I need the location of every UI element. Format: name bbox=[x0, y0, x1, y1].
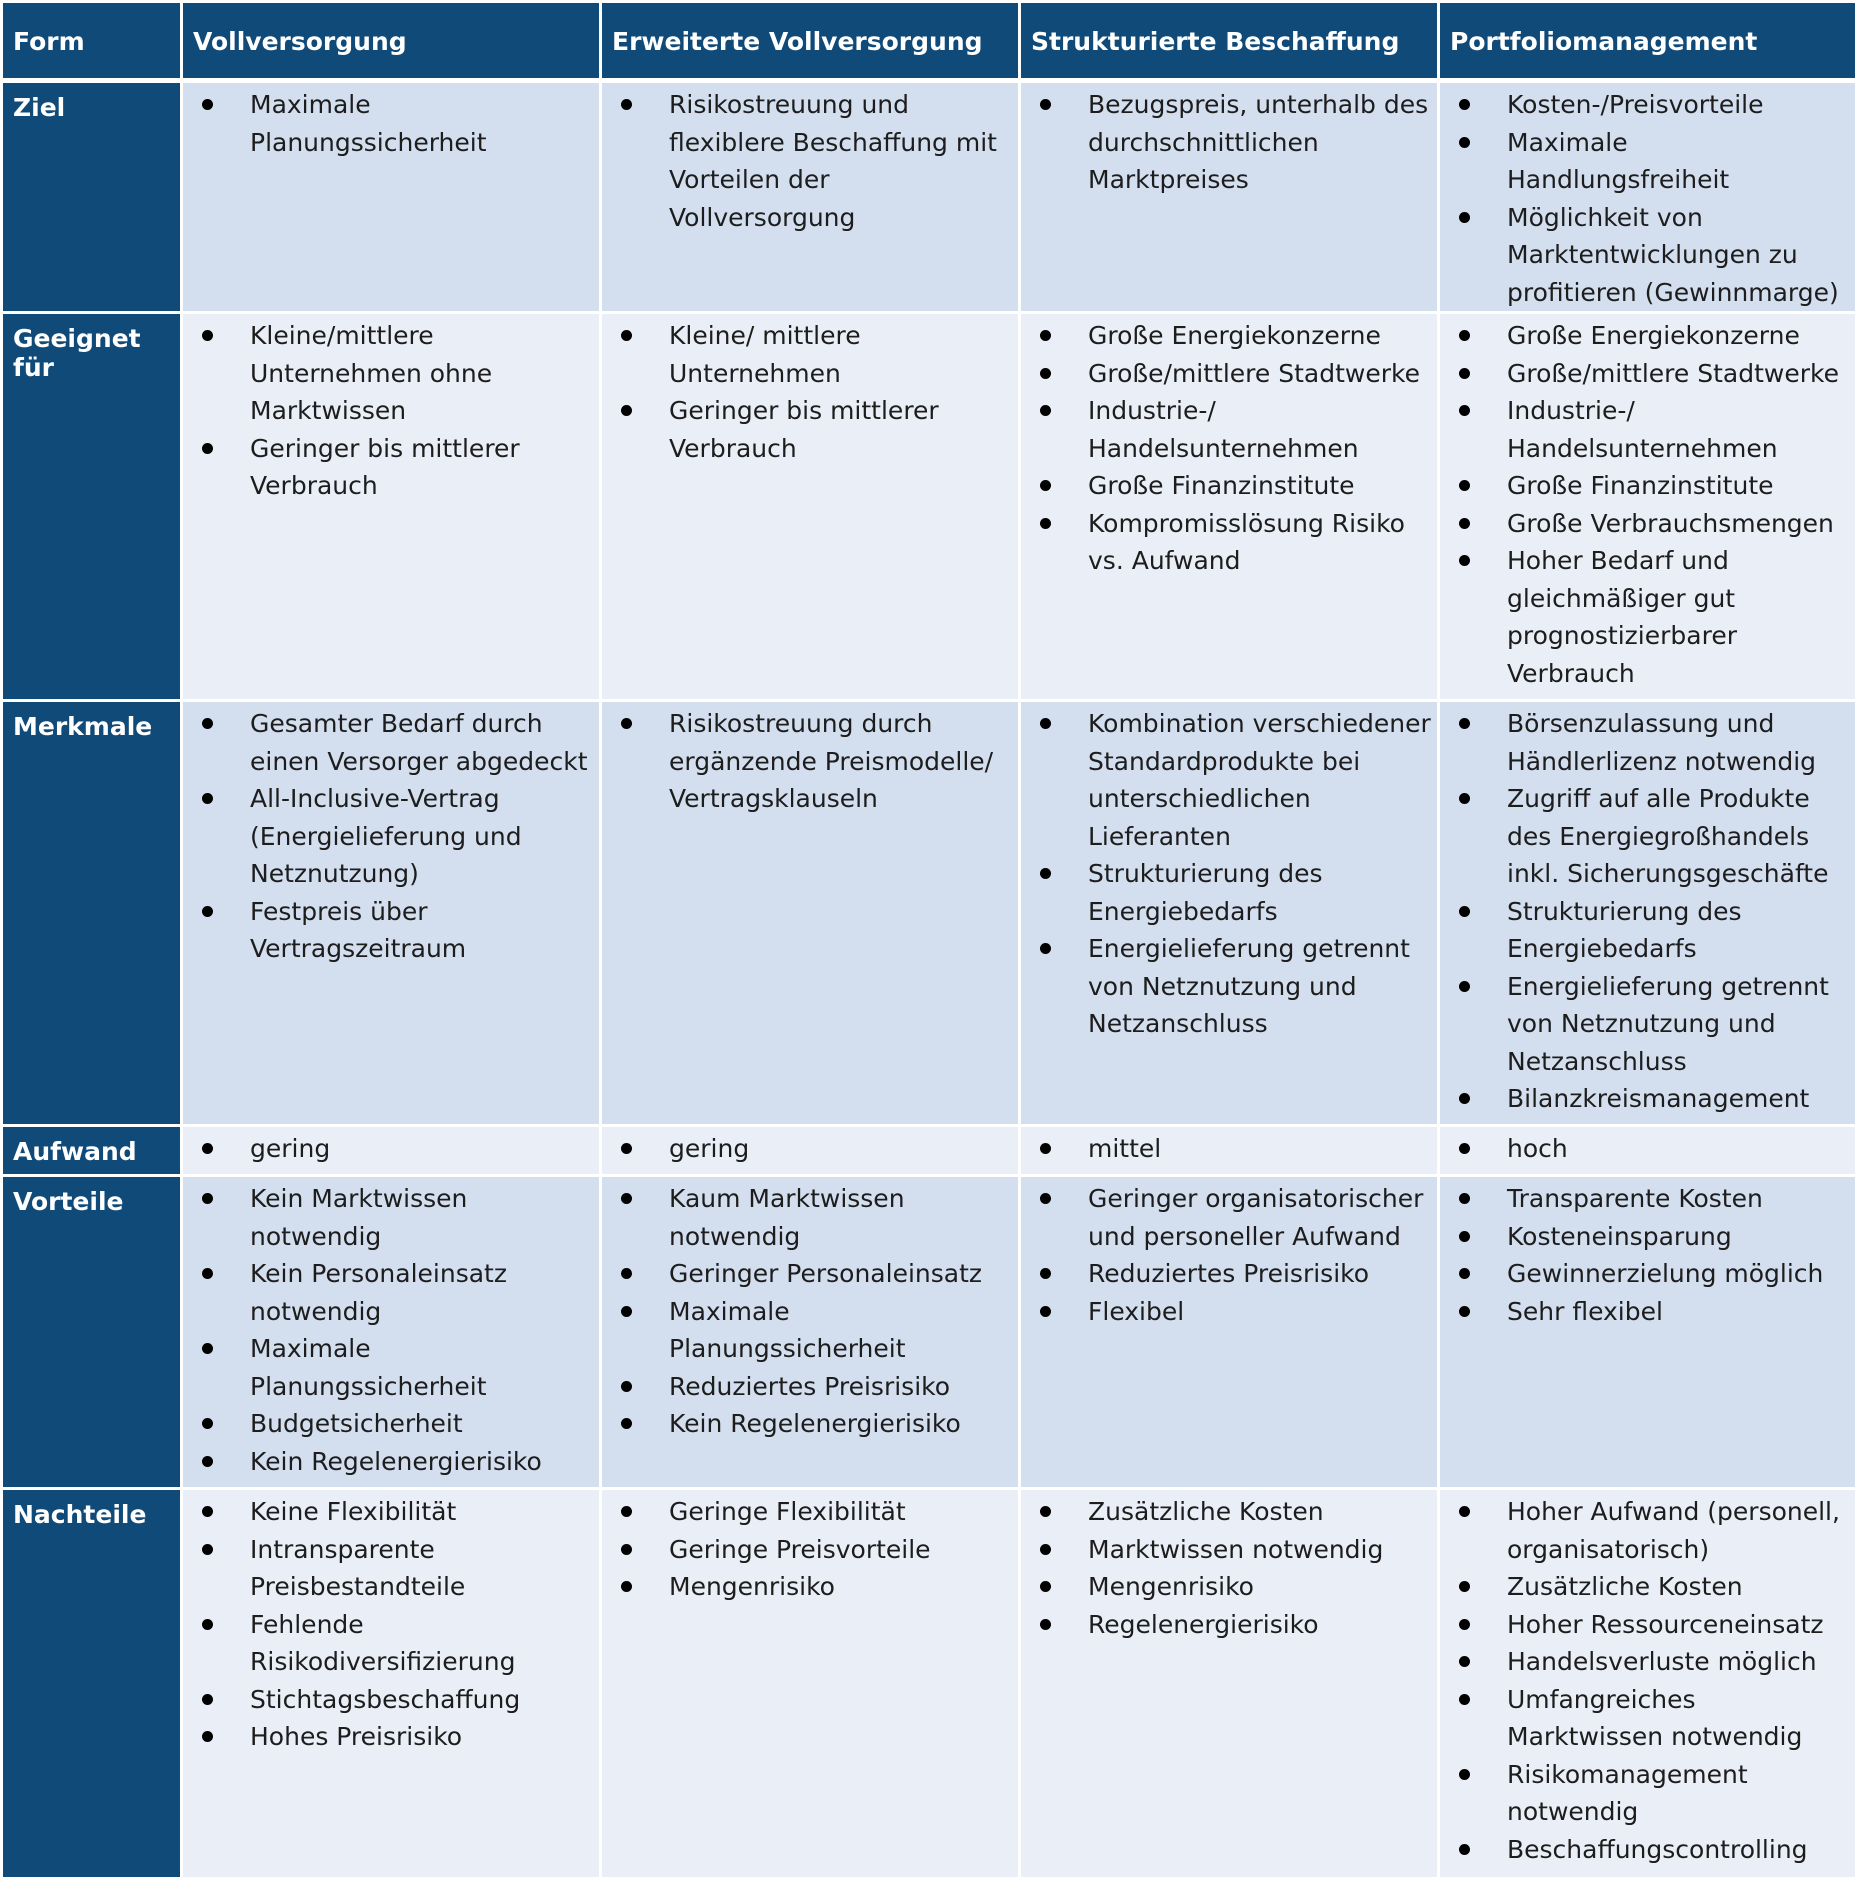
list-item-text: Börsenzulassung und Händlerlizenz notwendig bbox=[1507, 709, 1816, 776]
bullet-icon bbox=[1040, 1143, 1051, 1154]
list-item-text: Große Energiekonzerne bbox=[1507, 321, 1800, 350]
list-item-text: Große Verbrauchsmengen bbox=[1507, 509, 1834, 538]
list-item bbox=[193, 86, 593, 161]
list-item bbox=[1031, 1255, 1431, 1293]
list-item bbox=[193, 1405, 593, 1443]
list-item bbox=[193, 1180, 593, 1255]
list-item bbox=[193, 1606, 593, 1681]
list-item-text: Kaum Marktwissen notwendig bbox=[669, 1184, 905, 1251]
list-item bbox=[612, 705, 1012, 818]
list-item bbox=[1031, 705, 1431, 855]
list-item bbox=[612, 1405, 1012, 1443]
bullet-list bbox=[1031, 1130, 1431, 1168]
list-item-text: Regelenergierisiko bbox=[1088, 1610, 1319, 1639]
list-item-text: gering bbox=[669, 1134, 749, 1163]
cell-vorteile-vollversorgung bbox=[182, 1176, 601, 1489]
list-item bbox=[612, 392, 1012, 467]
bullet-list bbox=[193, 1180, 593, 1480]
row-aufwand bbox=[2, 1126, 1855, 1176]
list-item-text: Festpreis über Vertragszeitraum bbox=[250, 897, 466, 964]
row-merkmale bbox=[2, 701, 1855, 1126]
bullet-icon bbox=[1040, 1268, 1051, 1279]
bullet-icon bbox=[621, 1381, 632, 1392]
row-label-aufwand: Aufwand bbox=[2, 1126, 182, 1176]
list-item-text: Große Energiekonzerne bbox=[1088, 321, 1381, 350]
list-item-text: Umfangreiches Marktwissen notwendig bbox=[1507, 1685, 1802, 1752]
bullet-icon bbox=[1459, 1268, 1470, 1279]
bullet-list bbox=[193, 1130, 593, 1168]
bullet-icon bbox=[1459, 718, 1470, 729]
bullet-icon bbox=[1459, 1193, 1470, 1204]
bullet-list bbox=[1450, 317, 1849, 692]
bullet-icon bbox=[1459, 1506, 1470, 1517]
list-item bbox=[1031, 317, 1431, 355]
list-item-text: Hoher Bedarf und gleichmäßiger gut prognostizierbarer Verbrauch bbox=[1507, 546, 1737, 688]
list-item-text: Geringer bis mittlerer Verbrauch bbox=[669, 396, 939, 463]
list-item-text: Geringer Personaleinsatz bbox=[669, 1259, 982, 1288]
list-item bbox=[612, 1293, 1012, 1368]
row-label-vorteile: Vorteile bbox=[2, 1176, 182, 1489]
cell-aufwand-vollversorgung bbox=[182, 1126, 601, 1176]
bullet-icon bbox=[1459, 330, 1470, 341]
list-item bbox=[1450, 124, 1849, 199]
list-item bbox=[193, 1681, 593, 1719]
list-item bbox=[1031, 1606, 1431, 1644]
bullet-list bbox=[193, 1493, 593, 1756]
list-item-text: Gewinnerzielung möglich bbox=[1507, 1259, 1823, 1288]
bullet-list bbox=[1031, 705, 1431, 1043]
list-item-text: Energielieferung getrennt von Netznutzung und Netzanschluss bbox=[1507, 972, 1829, 1076]
cell-nachteile-vollversorgung bbox=[182, 1489, 601, 1879]
bullet-icon bbox=[1459, 906, 1470, 917]
bullet-list bbox=[612, 1180, 1012, 1443]
list-item bbox=[193, 317, 593, 430]
list-item-text: Risikomanagement notwendig bbox=[1507, 1760, 1748, 1827]
list-item bbox=[1450, 1180, 1849, 1218]
list-item-text: gering bbox=[250, 1134, 330, 1163]
header-form: Form bbox=[2, 2, 182, 81]
list-item bbox=[1031, 930, 1431, 1043]
cell-merkmale-strukturierte-beschaffung bbox=[1020, 701, 1439, 1126]
list-item bbox=[1450, 1293, 1849, 1331]
row-label-geeignet-fuer: Geeignet für bbox=[2, 313, 182, 701]
bullet-icon bbox=[1459, 1231, 1470, 1242]
list-item-text: Zugriff auf alle Produkte des Energiegroßhandels inkl. Sicherungsgeschäfte bbox=[1507, 784, 1828, 888]
list-item bbox=[1031, 467, 1431, 505]
list-item bbox=[1031, 1531, 1431, 1569]
bullet-icon bbox=[202, 330, 213, 341]
list-item bbox=[1450, 1255, 1849, 1293]
bullet-icon bbox=[202, 1193, 213, 1204]
list-item bbox=[612, 1255, 1012, 1293]
bullet-icon bbox=[1459, 137, 1470, 148]
list-item bbox=[1450, 317, 1849, 355]
list-item bbox=[1450, 199, 1849, 312]
list-item-text: Beschaffungscontrolling bbox=[1507, 1835, 1808, 1864]
list-item-text: All-Inclusive-Vertrag (Energielieferung und Netznutzung) bbox=[250, 784, 522, 888]
cell-geeignet-fuer-vollversorgung bbox=[182, 313, 601, 701]
list-item bbox=[1450, 893, 1849, 968]
list-item bbox=[1031, 355, 1431, 393]
list-item bbox=[1450, 1493, 1849, 1568]
list-item-text: Mengenrisiko bbox=[669, 1572, 835, 1601]
list-item-text: Risikostreuung und flexiblere Beschaffung mit Vorteilen der Vollversorgung bbox=[669, 90, 997, 232]
list-item-text: Kein Regelenergierisiko bbox=[250, 1447, 542, 1476]
bullet-icon bbox=[1459, 1581, 1470, 1592]
bullet-icon bbox=[1459, 1143, 1470, 1154]
row-nachteile bbox=[2, 1489, 1855, 1879]
bullet-icon bbox=[1459, 793, 1470, 804]
bullet-icon bbox=[202, 1694, 213, 1705]
list-item-text: Geringer bis mittlerer Verbrauch bbox=[250, 434, 520, 501]
list-item-text: Maximale Handlungsfreiheit bbox=[1507, 128, 1729, 195]
cell-merkmale-portfoliomanagement bbox=[1439, 701, 1855, 1126]
list-item bbox=[1450, 392, 1849, 467]
list-item-text: Gesamter Bedarf durch einen Versorger abgedeckt bbox=[250, 709, 588, 776]
list-item-text: Große/mittlere Stadtwerke bbox=[1088, 359, 1420, 388]
list-item bbox=[1450, 505, 1849, 543]
bullet-icon bbox=[202, 1506, 213, 1517]
list-item-text: Strukturierung des Energiebedarfs bbox=[1088, 859, 1323, 926]
bullet-icon bbox=[1040, 1506, 1051, 1517]
bullet-icon bbox=[1459, 1619, 1470, 1630]
bullet-icon bbox=[1459, 1656, 1470, 1667]
list-item-text: Stichtagsbeschaffung bbox=[250, 1685, 520, 1714]
bullet-icon bbox=[1040, 330, 1051, 341]
bullet-icon bbox=[1040, 368, 1051, 379]
list-item bbox=[1031, 855, 1431, 930]
list-item-text: Maximale Planungssicherheit bbox=[669, 1297, 906, 1364]
bullet-list bbox=[193, 317, 593, 505]
list-item-text: Kosteneinsparung bbox=[1507, 1222, 1732, 1251]
cell-geeignet-fuer-portfoliomanagement bbox=[1439, 313, 1855, 701]
list-item-text: Bezugspreis, unterhalb des durchschnittlichen Marktpreises bbox=[1088, 90, 1428, 194]
list-item-text: Hoher Aufwand (personell, organisatorisch) bbox=[1507, 1497, 1840, 1564]
bullet-icon bbox=[1459, 1306, 1470, 1317]
list-item bbox=[1450, 355, 1849, 393]
list-item bbox=[1031, 1293, 1431, 1331]
list-item bbox=[1450, 1643, 1849, 1681]
bullet-icon bbox=[202, 1456, 213, 1467]
list-item bbox=[193, 705, 593, 780]
bullet-icon bbox=[1459, 480, 1470, 491]
list-item-text: Kosten-/Preisvorteile bbox=[1507, 90, 1763, 119]
list-item-text: Kleine/ mittlere Unternehmen bbox=[669, 321, 861, 388]
list-item bbox=[1450, 1681, 1849, 1756]
cell-ziel-strukturierte-beschaffung bbox=[1020, 81, 1439, 313]
list-item-text: Kombination verschiedener Standardprodukte bei unterschiedlichen Lieferanten bbox=[1088, 709, 1431, 851]
list-item-text: Hohes Preisrisiko bbox=[250, 1722, 462, 1751]
bullet-list bbox=[1031, 1180, 1431, 1330]
bullet-icon bbox=[1040, 480, 1051, 491]
bullet-icon bbox=[202, 1418, 213, 1429]
list-item-text: mittel bbox=[1088, 1134, 1161, 1163]
cell-nachteile-strukturierte-beschaffung bbox=[1020, 1489, 1439, 1879]
row-label-ziel: Ziel bbox=[2, 81, 182, 313]
list-item-text: Große Finanzinstitute bbox=[1507, 471, 1774, 500]
list-item-text: Große/mittlere Stadtwerke bbox=[1507, 359, 1839, 388]
cell-merkmale-vollversorgung bbox=[182, 701, 601, 1126]
bullet-icon bbox=[202, 1731, 213, 1742]
cell-nachteile-erweiterte-vollversorgung bbox=[601, 1489, 1020, 1879]
list-item bbox=[1450, 705, 1849, 780]
list-item-text: Energielieferung getrennt von Netznutzung und Netzanschluss bbox=[1088, 934, 1410, 1038]
list-item-text: Industrie-/ Handelsunternehmen bbox=[1088, 396, 1359, 463]
bullet-icon bbox=[1459, 1769, 1470, 1780]
list-item bbox=[1031, 392, 1431, 467]
list-item-text: Maximale Planungssicherheit bbox=[250, 90, 487, 157]
row-label-merkmale: Merkmale bbox=[2, 701, 182, 1126]
cell-geeignet-fuer-strukturierte-beschaffung bbox=[1020, 313, 1439, 701]
bullet-icon bbox=[1459, 212, 1470, 223]
bullet-icon bbox=[1459, 1694, 1470, 1705]
list-item bbox=[1450, 1080, 1849, 1118]
list-item-text: Industrie-/ Handelsunternehmen bbox=[1507, 396, 1778, 463]
bullet-list bbox=[612, 1130, 1012, 1168]
bullet-icon bbox=[1040, 1581, 1051, 1592]
list-item-text: Intransparente Preisbestandteile bbox=[250, 1535, 465, 1602]
list-item bbox=[612, 1180, 1012, 1255]
list-item-text: Geringe Preisvorteile bbox=[669, 1535, 931, 1564]
bullet-icon bbox=[621, 718, 632, 729]
bullet-list bbox=[1450, 86, 1849, 311]
header-erweiterte-vollversorgung: Erweiterte Vollversorgung bbox=[601, 2, 1020, 81]
header-row bbox=[2, 2, 1855, 81]
bullet-icon bbox=[1040, 868, 1051, 879]
list-item-text: Sehr flexibel bbox=[1507, 1297, 1663, 1326]
list-item-text: Keine Flexibilität bbox=[250, 1497, 456, 1526]
list-item bbox=[193, 1255, 593, 1330]
list-item bbox=[193, 780, 593, 893]
bullet-list bbox=[1031, 86, 1431, 199]
list-item-text: Kein Personaleinsatz notwendig bbox=[250, 1259, 507, 1326]
bullet-icon bbox=[1040, 718, 1051, 729]
bullet-icon bbox=[1459, 405, 1470, 416]
bullet-list bbox=[612, 317, 1012, 467]
bullet-list bbox=[1450, 1130, 1849, 1168]
list-item bbox=[1031, 1180, 1431, 1255]
bullet-list bbox=[612, 86, 1012, 236]
list-item-text: Bilanzkreismanagement bbox=[1507, 1084, 1809, 1113]
bullet-icon bbox=[621, 1581, 632, 1592]
bullet-icon bbox=[621, 330, 632, 341]
bullet-list bbox=[193, 705, 593, 968]
list-item bbox=[193, 1443, 593, 1481]
bullet-icon bbox=[621, 1193, 632, 1204]
list-item-text: Fehlende Risikodiversifizierung bbox=[250, 1610, 515, 1677]
bullet-icon bbox=[202, 99, 213, 110]
bullet-icon bbox=[621, 405, 632, 416]
cell-geeignet-fuer-erweiterte-vollversorgung bbox=[601, 313, 1020, 701]
list-item bbox=[193, 430, 593, 505]
bullet-icon bbox=[621, 1143, 632, 1154]
bullet-list bbox=[1031, 317, 1431, 580]
list-item-text: Geringe Flexibilität bbox=[669, 1497, 906, 1526]
cell-vorteile-strukturierte-beschaffung bbox=[1020, 1176, 1439, 1489]
list-item bbox=[193, 893, 593, 968]
bullet-icon bbox=[202, 718, 213, 729]
list-item-text: Transparente Kosten bbox=[1507, 1184, 1763, 1213]
bullet-icon bbox=[1459, 981, 1470, 992]
list-item-text: Zusätzliche Kosten bbox=[1088, 1497, 1324, 1526]
bullet-icon bbox=[202, 1343, 213, 1354]
bullet-icon bbox=[1459, 1844, 1470, 1855]
list-item bbox=[612, 1531, 1012, 1569]
list-item bbox=[612, 86, 1012, 236]
bullet-icon bbox=[202, 906, 213, 917]
list-item bbox=[1450, 1606, 1849, 1644]
row-vorteile bbox=[2, 1176, 1855, 1489]
list-item-text: hoch bbox=[1507, 1134, 1568, 1163]
list-item bbox=[612, 1368, 1012, 1406]
cell-ziel-vollversorgung bbox=[182, 81, 601, 313]
bullet-icon bbox=[202, 1143, 213, 1154]
row-label-nachteile: Nachteile bbox=[2, 1489, 182, 1879]
bullet-icon bbox=[202, 443, 213, 454]
bullet-icon bbox=[621, 1544, 632, 1555]
bullet-list bbox=[193, 86, 593, 161]
cell-aufwand-strukturierte-beschaffung bbox=[1020, 1126, 1439, 1176]
list-item-text: Risikostreuung durch ergänzende Preismodelle/ Vertragsklauseln bbox=[669, 709, 993, 813]
list-item-text: Kompromisslösung Risiko vs. Aufwand bbox=[1088, 509, 1405, 576]
bullet-icon bbox=[1040, 1193, 1051, 1204]
bullet-icon bbox=[202, 793, 213, 804]
cell-ziel-erweiterte-vollversorgung bbox=[601, 81, 1020, 313]
list-item bbox=[193, 1130, 593, 1168]
bullet-icon bbox=[1040, 99, 1051, 110]
cell-vorteile-erweiterte-vollversorgung bbox=[601, 1176, 1020, 1489]
header-vollversorgung: Vollversorgung bbox=[182, 2, 601, 81]
bullet-list bbox=[1031, 1493, 1431, 1643]
bullet-icon bbox=[621, 99, 632, 110]
list-item-text: Große Finanzinstitute bbox=[1088, 471, 1355, 500]
list-item-text: Flexibel bbox=[1088, 1297, 1184, 1326]
bullet-icon bbox=[621, 1268, 632, 1279]
bullet-list bbox=[1450, 705, 1849, 1118]
list-item bbox=[1031, 86, 1431, 199]
list-item-text: Reduziertes Preisrisiko bbox=[669, 1372, 950, 1401]
bullet-list bbox=[1450, 1180, 1849, 1330]
bullet-list bbox=[612, 1493, 1012, 1606]
list-item bbox=[1450, 467, 1849, 505]
bullet-icon bbox=[1040, 1306, 1051, 1317]
bullet-icon bbox=[1459, 368, 1470, 379]
list-item bbox=[1450, 780, 1849, 893]
cell-vorteile-portfoliomanagement bbox=[1439, 1176, 1855, 1489]
cell-aufwand-erweiterte-vollversorgung bbox=[601, 1126, 1020, 1176]
list-item bbox=[1450, 1130, 1849, 1168]
list-item bbox=[612, 1568, 1012, 1606]
bullet-list bbox=[612, 705, 1012, 818]
list-item bbox=[1450, 1218, 1849, 1256]
list-item-text: Mengenrisiko bbox=[1088, 1572, 1254, 1601]
list-item bbox=[193, 1718, 593, 1756]
list-item-text: Kleine/mittlere Unternehmen ohne Marktwissen bbox=[250, 321, 492, 425]
bullet-icon bbox=[202, 1544, 213, 1555]
bullet-icon bbox=[1459, 518, 1470, 529]
list-item bbox=[1031, 1130, 1431, 1168]
list-item bbox=[1031, 1568, 1431, 1606]
bullet-icon bbox=[1040, 1619, 1051, 1630]
list-item-text: Reduziertes Preisrisiko bbox=[1088, 1259, 1369, 1288]
list-item bbox=[1031, 505, 1431, 580]
list-item-text: Zusätzliche Kosten bbox=[1507, 1572, 1743, 1601]
list-item bbox=[193, 1330, 593, 1405]
bullet-icon bbox=[1040, 1544, 1051, 1555]
list-item bbox=[193, 1493, 593, 1531]
list-item-text: Hoher Ressourceneinsatz bbox=[1507, 1610, 1824, 1639]
list-item bbox=[193, 1531, 593, 1606]
list-item-text: Strukturierung des Energiebedarfs bbox=[1507, 897, 1742, 964]
bullet-icon bbox=[1040, 518, 1051, 529]
header-strukturierte-beschaffung: Strukturierte Beschaffung bbox=[1020, 2, 1439, 81]
list-item bbox=[1450, 542, 1849, 692]
list-item bbox=[1450, 1568, 1849, 1606]
list-item-text: Kein Regelenergierisiko bbox=[669, 1409, 961, 1438]
bullet-icon bbox=[621, 1306, 632, 1317]
bullet-icon bbox=[1040, 943, 1051, 954]
bullet-icon bbox=[202, 1619, 213, 1630]
cell-aufwand-portfoliomanagement bbox=[1439, 1126, 1855, 1176]
list-item-text: Budgetsicherheit bbox=[250, 1409, 463, 1438]
cell-nachteile-portfoliomanagement bbox=[1439, 1489, 1855, 1879]
bullet-icon bbox=[621, 1418, 632, 1429]
list-item-text: Möglichkeit von Marktentwicklungen zu profitieren (Gewinnmarge) bbox=[1507, 203, 1839, 307]
bullet-list bbox=[1450, 1493, 1849, 1868]
bullet-icon bbox=[1459, 555, 1470, 566]
list-item bbox=[1450, 1831, 1849, 1869]
list-item bbox=[1450, 968, 1849, 1081]
bullet-icon bbox=[621, 1506, 632, 1517]
list-item-text: Kein Marktwissen notwendig bbox=[250, 1184, 467, 1251]
list-item bbox=[1031, 1493, 1431, 1531]
cell-merkmale-erweiterte-vollversorgung bbox=[601, 701, 1020, 1126]
list-item bbox=[1450, 1756, 1849, 1831]
bullet-icon bbox=[1459, 1093, 1470, 1104]
list-item bbox=[612, 1493, 1012, 1531]
list-item bbox=[1450, 86, 1849, 124]
list-item bbox=[612, 1130, 1012, 1168]
list-item-text: Geringer organisatorischer und personeller Aufwand bbox=[1088, 1184, 1423, 1251]
row-geeignet-fuer bbox=[2, 313, 1855, 701]
header-portfoliomanagement: Portfoliomanagement bbox=[1439, 2, 1855, 81]
list-item-text: Marktwissen notwendig bbox=[1088, 1535, 1383, 1564]
bullet-icon bbox=[202, 1268, 213, 1279]
list-item bbox=[612, 317, 1012, 392]
list-item-text: Maximale Planungssicherheit bbox=[250, 1334, 487, 1401]
cell-ziel-portfoliomanagement bbox=[1439, 81, 1855, 313]
list-item-text: Handelsverluste möglich bbox=[1507, 1647, 1817, 1676]
row-ziel bbox=[2, 81, 1855, 313]
bullet-icon bbox=[1040, 405, 1051, 416]
bullet-icon bbox=[1459, 99, 1470, 110]
